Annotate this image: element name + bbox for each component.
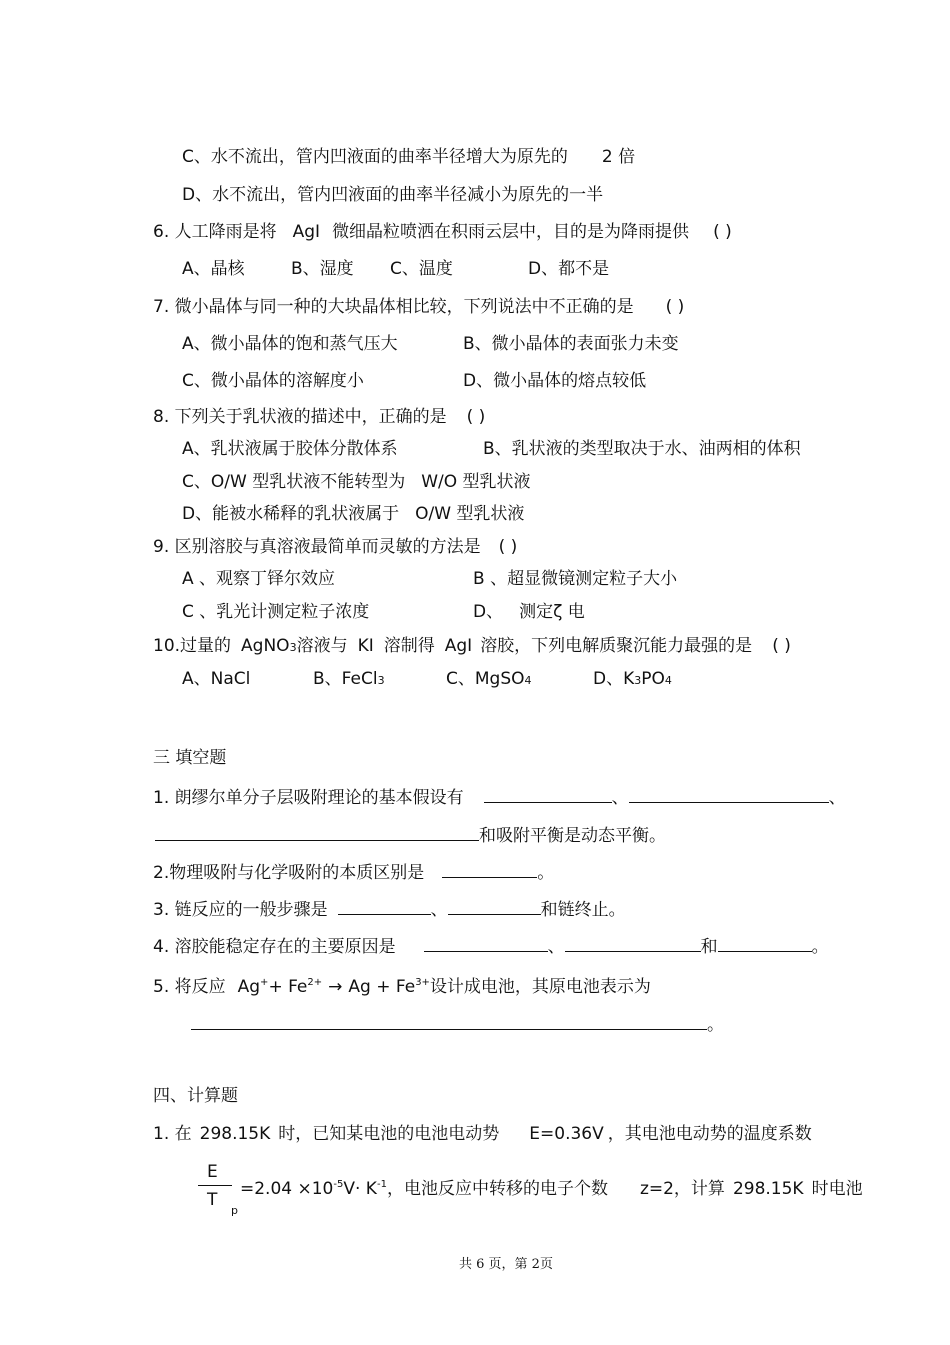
q8-stem: 8. 下列关于乳状液的描述中，正确的是 ( ) (153, 407, 486, 427)
q9-stem: 9. 区别溶胶与真溶液最简单而灵敏的方法是 ( ) (153, 537, 518, 557)
q8-option-b: B、乳状液的类型取决于水、油两相的体积 (483, 439, 801, 459)
q6-option-c: C、温度 (390, 259, 453, 279)
fill-q5: 5. 将反应 $Ag^++ Fe^{2+} \to Ag + Fe^{3+}$设计成电池，其原电池表示为 (153, 977, 651, 997)
fill-q2: 2.物理吸附与化学吸附的本质区别是 。 (153, 863, 555, 883)
frac-denominator: T (207, 1190, 218, 1210)
q9-option-c: C 、乳光计测定粒子浓度 (182, 602, 370, 622)
q6-stem: 6. 人工降雨是将 AgI 微细晶粒喷洒在积雨云层中，目的是为降雨提供 ( ) (153, 222, 732, 242)
fill-q4: 4. 溶胶能稳定存在的主要原因是 、 和 。 (153, 937, 829, 957)
q9-option-d: D、 测定ζ 电 (473, 602, 585, 622)
q10-stem: 10.过量的 AgNO3溶液与 KI 溶制得 AgI 溶胶，下列电解质聚沉能力最强的是 ( ) (153, 636, 791, 656)
fill-q5-cont: 。 (191, 1013, 724, 1036)
q10-option-c: C、MgSO4 (446, 669, 532, 689)
blank (484, 786, 612, 803)
q6-option-b: B、湿度 (291, 259, 354, 279)
blank (442, 861, 537, 878)
q8-option-c: C、O/W 型乳状液不能转型为 W/O 型乳状液 (182, 472, 531, 492)
section-4-title: 四、计算题 (153, 1086, 238, 1106)
calc-q1: 1. 在 298.15K 时，已知某电池的电池电动势 E=0.36V ，其电池电动势的温度系数 (153, 1124, 812, 1144)
blank (424, 935, 548, 952)
blank (565, 935, 701, 952)
section-3-title: 三 填空题 (153, 748, 227, 768)
q7-option-b: B、微小晶体的表面张力未变 (463, 334, 679, 354)
blank (718, 935, 812, 952)
q7-option-a: A、微小晶体的饱和蒸气压大 (182, 334, 398, 354)
blank (338, 898, 431, 915)
fill-q1-cont: 和吸附平衡是动态平衡。 (155, 824, 666, 847)
blank (155, 824, 479, 841)
blank (448, 898, 541, 915)
fill-q3: 3. 链反应的一般步骤是 、 和链终止。 (153, 900, 626, 920)
q10-option-d: D、K3PO4 (593, 669, 672, 689)
blank (629, 786, 829, 803)
q7-stem: 7. 微小晶体与同一种的大块晶体相比较，下列说法中不正确的是 ( ) (153, 297, 685, 317)
q5-option-d: D、水不流出，管内凹液面的曲率半径减小为原先的一半 (182, 185, 604, 205)
q10-option-b: B、FeCl3 (313, 669, 385, 689)
frac-subscript-p: p (231, 1204, 238, 1217)
q6-option-d: D、都不是 (528, 259, 610, 279)
blank (191, 1013, 707, 1030)
q8-option-a: A、乳状液属于胶体分散体系 (182, 439, 398, 459)
frac-line (198, 1185, 232, 1186)
frac-numerator: E (207, 1162, 218, 1182)
q6-option-a: A、晶核 (182, 259, 245, 279)
q9-option-a: A 、观察丁铎尔效应 (182, 569, 336, 589)
q7-option-d: D、微小晶体的熔点较低 (463, 371, 647, 391)
q10-option-a: A、NaCl (182, 669, 251, 689)
q7-option-c: C、微小晶体的溶解度小 (182, 371, 364, 391)
q8-option-d: D、能被水稀释的乳状液属于 O/W 型乳状液 (182, 504, 525, 524)
calc-q1-cont: $=2.04 \times 10^{-5}V\cdot K^{-1}$，电池反应中转移的电子个数 z=2，计算 298.15K 时电池 (240, 1179, 863, 1199)
fill-q1: 1. 朗缪尔单分子层吸附理论的基本假设有 、 、 (153, 788, 846, 808)
q5-option-c: C、水不流出，管内凹液面的曲率半径增大为原先的 2 倍 (182, 147, 636, 167)
page-footer: 共 6 页，第 2页 (459, 1257, 553, 1272)
q9-option-b: B 、超显微镜测定粒子大小 (473, 569, 678, 589)
